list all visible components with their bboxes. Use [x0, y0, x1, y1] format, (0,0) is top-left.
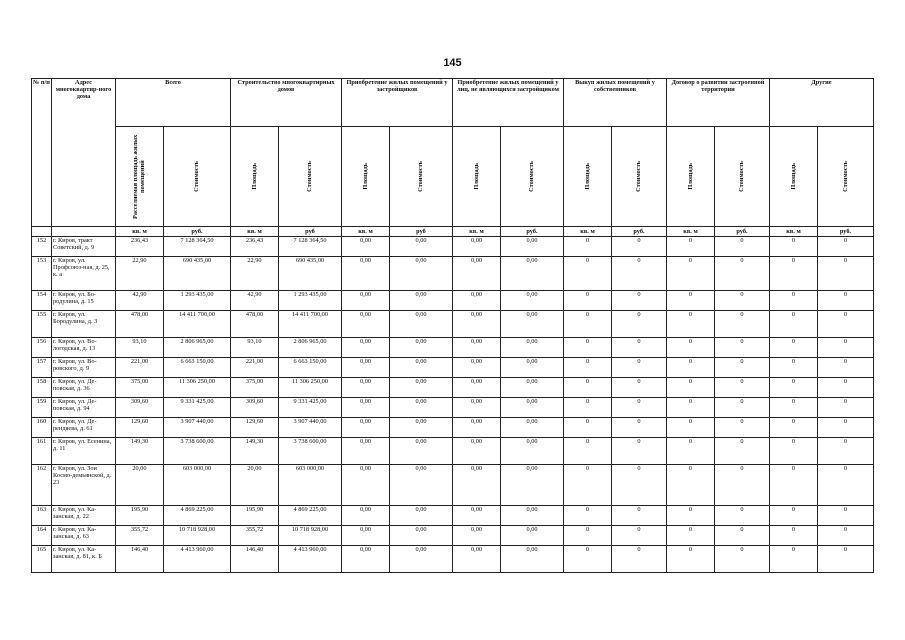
row-value: 0,00: [390, 311, 453, 338]
row-value: 690 435,00: [279, 257, 342, 291]
row-value: 0,00: [453, 526, 501, 546]
table-row: [32, 358, 874, 378]
row-value: 478,00: [116, 311, 164, 338]
row-address: г. Киров, ул. Де-рендяева, д. 61: [52, 418, 116, 438]
row-value: 0,00: [390, 506, 453, 526]
row-value: 3 907 440,00: [164, 418, 231, 438]
subheader-area: [342, 127, 390, 227]
row-value: 0: [770, 311, 818, 338]
row-number: 162: [32, 465, 52, 506]
row-value: 0: [564, 438, 612, 465]
row-value: 0: [818, 418, 874, 438]
row-value: 0: [667, 526, 715, 546]
row-value: 93,10: [231, 338, 279, 358]
row-address: г. Киров, ул. Во-ровского, д. 9: [52, 358, 116, 378]
row-value: 93,10: [116, 338, 164, 358]
row-value: 0: [715, 291, 770, 311]
subheader-area-text: Площадь: [361, 163, 369, 190]
row-number: 159: [32, 398, 52, 418]
row-value: 10 718 928,00: [164, 526, 231, 546]
row-value: 0: [564, 398, 612, 418]
row-value: 0: [667, 418, 715, 438]
row-value: 236,43: [116, 237, 164, 257]
row-address: г. Киров, ул. Во-логодская, д. 13: [52, 338, 116, 358]
row-address: г. Киров, ул. Бородулина, д. 3: [52, 311, 116, 338]
row-value: 0,00: [342, 546, 390, 573]
row-value: 0,00: [453, 338, 501, 358]
row-value: 129,60: [231, 418, 279, 438]
row-value: 4 869 225,00: [164, 506, 231, 526]
row-value: 0,00: [501, 257, 564, 291]
row-number: 158: [32, 378, 52, 398]
row-value: 0: [612, 378, 667, 398]
row-value: 236,43: [231, 237, 279, 257]
row-value: 0,00: [342, 338, 390, 358]
row-value: 0: [770, 338, 818, 358]
row-value: 10 718 928,00: [279, 526, 342, 546]
row-value: 0: [612, 438, 667, 465]
row-value: 1 293 435,00: [279, 291, 342, 311]
header-group-purchase-developers: Приобретение жилых помещений у застройщиков: [342, 79, 453, 127]
row-value: 0: [667, 546, 715, 573]
row-value: 0: [612, 398, 667, 418]
row-value: 0,00: [390, 526, 453, 546]
row-value: 0: [770, 257, 818, 291]
row-value: 0: [770, 506, 818, 526]
row-number: 164: [32, 526, 52, 546]
row-value: 0,00: [453, 438, 501, 465]
row-value: 0: [612, 526, 667, 546]
subheader-area-text: Площадь: [250, 163, 258, 190]
row-value: 0: [715, 311, 770, 338]
row-value: 355,72: [231, 526, 279, 546]
row-value: 0,00: [453, 546, 501, 573]
row-value: 0: [770, 438, 818, 465]
row-value: 0,00: [390, 418, 453, 438]
row-address: г. Киров, ул. Де-повская, д. 94: [52, 398, 116, 418]
row-value: 9 331 425,00: [279, 398, 342, 418]
row-value: 0: [770, 465, 818, 506]
row-value: 0: [715, 465, 770, 506]
row-value: 0: [818, 338, 874, 358]
unit-cell: кв. м: [564, 227, 612, 237]
row-value: 0,00: [342, 526, 390, 546]
row-value: 0,00: [390, 338, 453, 358]
row-value: 0,00: [453, 291, 501, 311]
subheader-cost-text: Стоимость: [306, 161, 314, 192]
row-value: 42,90: [231, 291, 279, 311]
row-address: г. Киров, ул. Ка-занская, д. 81, к. Б: [52, 546, 116, 573]
row-value: 0: [667, 398, 715, 418]
row-value: 0: [564, 465, 612, 506]
subheader-area-text: Площадь: [472, 163, 480, 190]
table-row: [32, 465, 874, 506]
row-value: 0: [667, 257, 715, 291]
row-address: г. Киров, тракт Советский, д. 9: [52, 237, 116, 257]
row-number: 160: [32, 418, 52, 438]
row-value: 0: [715, 257, 770, 291]
row-number: 165: [32, 546, 52, 573]
header-group-buyout: Выкуп жилых помещений у собственников: [564, 79, 667, 127]
row-value: 14 411 700,00: [279, 311, 342, 338]
units-row: [32, 227, 874, 237]
row-number: 155: [32, 311, 52, 338]
row-value: 0: [770, 358, 818, 378]
row-value: 0: [667, 506, 715, 526]
row-value: 0: [770, 546, 818, 573]
row-address: г. Киров, ул. Ка-занская, д. 63: [52, 526, 116, 546]
unit-cell: руб.: [818, 227, 874, 237]
row-address: г. Киров, ул. Де-повская, д. 36: [52, 378, 116, 398]
row-value: 22,90: [231, 257, 279, 291]
unit-cell: руб.: [715, 227, 770, 237]
table-row: [32, 311, 874, 338]
row-address: г. Киров, ул. Бо-родулина, д. 15: [52, 291, 116, 311]
row-value: 3 738 600,00: [164, 438, 231, 465]
row-value: 0: [612, 546, 667, 573]
row-value: 0,00: [501, 291, 564, 311]
row-value: 0,00: [453, 418, 501, 438]
row-address: г. Киров, ул. Профсоюз-ная, д. 25, к. а: [52, 257, 116, 291]
row-value: 0: [818, 526, 874, 546]
row-value: 0: [612, 237, 667, 257]
table-row: [32, 506, 874, 526]
row-value: 0,00: [501, 338, 564, 358]
header-group-construction: Строительство многоквартирных домов: [231, 79, 342, 127]
unit-cell: кв. м: [770, 227, 818, 237]
row-value: 0,00: [342, 358, 390, 378]
unit-cell-empty: [32, 227, 52, 237]
row-value: 0: [564, 378, 612, 398]
row-value: 0,00: [390, 237, 453, 257]
row-value: 0,00: [342, 465, 390, 506]
row-value: 0,00: [501, 237, 564, 257]
row-value: 6 663 150,00: [279, 358, 342, 378]
unit-cell: кв. м: [453, 227, 501, 237]
row-value: 0,00: [453, 237, 501, 257]
header-group-total: Всего: [116, 79, 231, 127]
unit-cell: кв. м: [231, 227, 279, 237]
row-value: 0: [770, 237, 818, 257]
subheader-area-text: Площадь: [789, 163, 797, 190]
row-value: 0,00: [342, 237, 390, 257]
row-value: 0,00: [453, 257, 501, 291]
row-value: 0,00: [453, 465, 501, 506]
table-row: [32, 546, 874, 573]
unit-cell: руб.: [612, 227, 667, 237]
row-value: 0: [818, 465, 874, 506]
row-value: 0: [564, 418, 612, 438]
row-value: 0: [715, 526, 770, 546]
row-value: 0: [818, 358, 874, 378]
row-value: 1 293 435,00: [164, 291, 231, 311]
unit-cell: руб.: [164, 227, 231, 237]
row-value: 0: [770, 398, 818, 418]
unit-cell: кв. м: [116, 227, 164, 237]
row-value: 0: [715, 237, 770, 257]
row-value: 0,00: [390, 546, 453, 573]
row-value: 0: [667, 237, 715, 257]
subheader-area: [231, 127, 279, 227]
row-number: 157: [32, 358, 52, 378]
row-value: 0: [818, 311, 874, 338]
row-number: 153: [32, 257, 52, 291]
row-value: 20,00: [231, 465, 279, 506]
row-number: 163: [32, 506, 52, 526]
row-value: 42,90: [116, 291, 164, 311]
row-value: 0: [612, 338, 667, 358]
row-value: 375,00: [116, 378, 164, 398]
row-value: 0: [818, 398, 874, 418]
row-value: 309,60: [116, 398, 164, 418]
row-value: 0: [715, 378, 770, 398]
row-value: 0,00: [501, 438, 564, 465]
subheader-cost: [818, 127, 874, 227]
row-number: 152: [32, 237, 52, 257]
row-value: 0: [564, 506, 612, 526]
row-value: 0,00: [342, 506, 390, 526]
row-value: 0: [715, 546, 770, 573]
row-value: 0,00: [342, 418, 390, 438]
subheader-area: [453, 127, 501, 227]
row-address: г. Киров, ул. Зои Космо-демьянской, д. 23: [52, 465, 116, 506]
row-value: 0,00: [501, 546, 564, 573]
row-value: 4 413 960,00: [164, 546, 231, 573]
row-address: г. Киров, ул. Ка-занская, д. 22: [52, 506, 116, 526]
row-value: 0,00: [501, 465, 564, 506]
row-value: 603 000,00: [279, 465, 342, 506]
row-value: 11 306 250,00: [164, 378, 231, 398]
row-value: 221,00: [116, 358, 164, 378]
subheader-resettled-area: [116, 127, 164, 227]
row-value: 4 869 225,00: [279, 506, 342, 526]
row-value: 7 128 364,50: [279, 237, 342, 257]
row-value: 2 806 965,00: [164, 338, 231, 358]
row-value: 0,00: [501, 506, 564, 526]
row-value: 6 663 150,00: [164, 358, 231, 378]
resettlement-table: [31, 78, 874, 573]
row-value: 0,00: [390, 257, 453, 291]
subheader-cost: [715, 127, 770, 227]
row-value: 0,00: [342, 311, 390, 338]
row-value: 0: [564, 526, 612, 546]
row-value: 0,00: [453, 311, 501, 338]
page-number: 145: [443, 57, 462, 69]
header-group-other: Другие: [770, 79, 874, 127]
subheader-cost-text: Стоимость: [528, 161, 536, 192]
row-value: 0: [612, 311, 667, 338]
row-value: 0: [818, 438, 874, 465]
table-row: [32, 237, 874, 257]
row-value: 0,00: [390, 438, 453, 465]
row-value: 20,00: [116, 465, 164, 506]
row-value: 0: [564, 546, 612, 573]
row-value: 0: [818, 506, 874, 526]
row-value: 0: [770, 526, 818, 546]
subheader-cost-text: Стоимость: [841, 161, 849, 192]
row-value: 0: [818, 237, 874, 257]
row-value: 9 331 425,00: [164, 398, 231, 418]
row-value: 0: [818, 546, 874, 573]
unit-cell: руб.: [501, 227, 564, 237]
header-address: Адрес многоквартир-ного дома: [52, 79, 116, 227]
subheader-resettled-area-text: Расселяемая площадь жилых помещений: [132, 134, 147, 219]
row-value: 0: [667, 338, 715, 358]
row-value: 0,00: [501, 378, 564, 398]
row-value: 0: [715, 338, 770, 358]
row-value: 0,00: [501, 526, 564, 546]
row-value: 0: [612, 506, 667, 526]
row-value: 4 413 960,00: [279, 546, 342, 573]
row-value: 149,30: [231, 438, 279, 465]
row-value: 0: [564, 311, 612, 338]
row-value: 0: [715, 418, 770, 438]
header-group-purchase-non-developers: Приобретение жилых помещений у лиц, не являющихся застройщиком: [453, 79, 564, 127]
subheader-cost-text: Стоимость: [635, 161, 643, 192]
unit-cell-empty: [52, 227, 116, 237]
row-value: 0,00: [342, 398, 390, 418]
row-value: 0: [667, 465, 715, 506]
unit-cell: руб: [279, 227, 342, 237]
table-body: [32, 237, 874, 573]
row-value: 0,00: [453, 358, 501, 378]
row-value: 0,00: [390, 465, 453, 506]
row-value: 0: [612, 418, 667, 438]
row-value: 2 806 965,00: [279, 338, 342, 358]
row-value: 0: [818, 378, 874, 398]
row-value: 0: [612, 465, 667, 506]
table-row: [32, 438, 874, 465]
subheader-area: [770, 127, 818, 227]
row-value: 0: [667, 291, 715, 311]
row-value: 0: [612, 358, 667, 378]
row-value: 14 411 700,00: [164, 311, 231, 338]
row-value: 0,00: [342, 291, 390, 311]
row-value: 0: [667, 311, 715, 338]
row-value: 0: [715, 438, 770, 465]
row-value: 0,00: [390, 291, 453, 311]
row-value: 0: [612, 291, 667, 311]
header-group-development-agreement: Договор о развитии застроенной территории: [667, 79, 770, 127]
subheader-area: [564, 127, 612, 227]
table-row: [32, 291, 874, 311]
row-number: 161: [32, 438, 52, 465]
row-value: 0,00: [501, 311, 564, 338]
row-value: 0: [715, 506, 770, 526]
row-value: 0,00: [453, 506, 501, 526]
subheader-cost: [164, 127, 231, 227]
row-value: 0,00: [501, 358, 564, 378]
subheader-cost: [501, 127, 564, 227]
header-number: № п/п: [32, 79, 52, 227]
row-value: 146,40: [116, 546, 164, 573]
subheader-area: [667, 127, 715, 227]
row-value: 375,00: [231, 378, 279, 398]
row-value: 603 000,00: [164, 465, 231, 506]
row-value: 309,60: [231, 398, 279, 418]
subheader-cost-text: Стоимость: [193, 161, 201, 192]
subheader-cost: [279, 127, 342, 227]
table-row: [32, 398, 874, 418]
row-value: 690 435,00: [164, 257, 231, 291]
unit-cell: кв. м: [342, 227, 390, 237]
row-value: 0: [564, 257, 612, 291]
row-value: 0: [564, 237, 612, 257]
row-value: 129,60: [116, 418, 164, 438]
row-value: 0: [612, 257, 667, 291]
row-value: 0: [770, 291, 818, 311]
subheader-area-text: Площадь: [686, 163, 694, 190]
row-value: 0,00: [390, 358, 453, 378]
row-number: 154: [32, 291, 52, 311]
subheader-cost-text: Стоимость: [738, 161, 746, 192]
subheader-cost: [390, 127, 453, 227]
row-value: 0: [667, 378, 715, 398]
row-value: 0,00: [342, 257, 390, 291]
row-value: 0: [770, 418, 818, 438]
table-row: [32, 418, 874, 438]
subheader-cost-text: Стоимость: [417, 161, 425, 192]
row-number: 156: [32, 338, 52, 358]
row-value: 0,00: [342, 378, 390, 398]
row-value: 0,00: [342, 438, 390, 465]
row-value: 0,00: [453, 398, 501, 418]
row-value: 0,00: [390, 378, 453, 398]
row-value: 3 907 440,00: [279, 418, 342, 438]
subheader-cost: [612, 127, 667, 227]
row-value: 0: [667, 438, 715, 465]
table-row: [32, 526, 874, 546]
row-value: 0: [667, 358, 715, 378]
row-value: 146,40: [231, 546, 279, 573]
row-value: 11 306 250,00: [279, 378, 342, 398]
row-value: 0,00: [501, 398, 564, 418]
row-value: 0,00: [453, 378, 501, 398]
unit-cell: руб: [390, 227, 453, 237]
row-value: 355,72: [116, 526, 164, 546]
unit-cell: кв. м: [667, 227, 715, 237]
row-value: 0: [715, 358, 770, 378]
table-row: [32, 338, 874, 358]
row-value: 0,00: [501, 418, 564, 438]
subheader-area-text: Площадь: [583, 163, 591, 190]
row-value: 478,00: [231, 311, 279, 338]
row-value: 3 738 600,00: [279, 438, 342, 465]
row-value: 0: [564, 291, 612, 311]
row-value: 7 128 364,50: [164, 237, 231, 257]
row-value: 0: [818, 291, 874, 311]
row-value: 195,90: [116, 506, 164, 526]
row-value: 22,90: [116, 257, 164, 291]
row-value: 221,00: [231, 358, 279, 378]
row-value: 0: [564, 338, 612, 358]
row-address: г. Киров, ул. Есенина, д. 11: [52, 438, 116, 465]
row-value: 0: [564, 358, 612, 378]
table-row: [32, 257, 874, 291]
row-value: 195,90: [231, 506, 279, 526]
row-value: 0: [715, 398, 770, 418]
table-row: [32, 378, 874, 398]
row-value: 0,00: [390, 398, 453, 418]
row-value: 0: [770, 378, 818, 398]
row-value: 0: [818, 257, 874, 291]
row-value: 149,30: [116, 438, 164, 465]
